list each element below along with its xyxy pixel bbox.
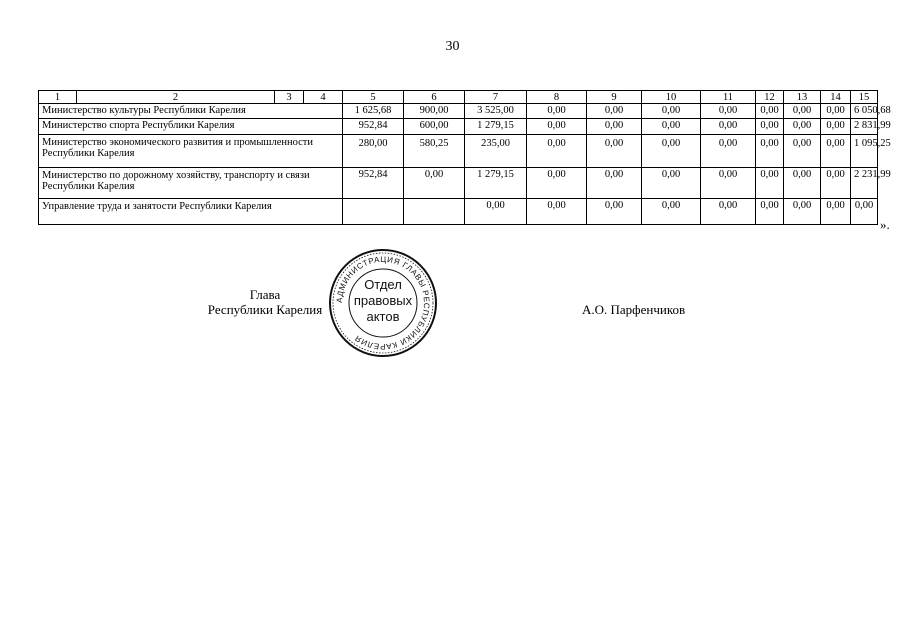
value-cell: 0,00: [587, 119, 642, 135]
seal-ring-text: АДМИНИСТРАЦИЯ ГЛАВЫ РЕСПУБЛИКИ КАРЕЛИЯ: [334, 254, 432, 352]
value-cell: 0,00: [756, 135, 784, 168]
value-cell: 0,00: [642, 135, 701, 168]
value-cell: 0,00: [527, 168, 587, 199]
value-cell: 0,00: [756, 104, 784, 119]
header-cell: 2: [77, 91, 275, 104]
value-cell: 1 279,15: [465, 168, 527, 199]
header-cell: 13: [784, 91, 821, 104]
value-cell: 0,00: [756, 119, 784, 135]
value-cell: 0,00: [821, 135, 851, 168]
value-cell: 600,00: [404, 119, 465, 135]
value-cell: 0,00: [784, 104, 821, 119]
value-cell: 3 525,00: [465, 104, 527, 119]
value-cell: 1 095,25: [851, 135, 878, 168]
header-cell: 11: [701, 91, 756, 104]
value-cell: 0,00: [701, 119, 756, 135]
signature-title-line1: Глава: [249, 287, 281, 302]
header-cell: 8: [527, 91, 587, 104]
value-cell: 0,00: [642, 199, 701, 225]
value-cell: 0,00: [784, 135, 821, 168]
ministry-name-cell: Управление труда и занятости Республики Карелия: [39, 199, 343, 225]
seal-line2: правовых: [353, 293, 413, 308]
header-cell: 6: [404, 91, 465, 104]
value-cell: [404, 199, 465, 225]
value-cell: 0,00: [527, 104, 587, 119]
seal-line3: актов: [366, 309, 400, 324]
header-cell: 1: [39, 91, 77, 104]
value-cell: 0,00: [587, 168, 642, 199]
table-row: [39, 135, 878, 168]
value-cell: 0,00: [642, 168, 701, 199]
table-row: [39, 168, 878, 199]
header-cell: 4: [304, 91, 343, 104]
ministry-name-cell: Министерство спорта Республики Карелия: [39, 119, 343, 135]
value-cell: 952,84: [343, 119, 404, 135]
value-cell: 0,00: [701, 135, 756, 168]
value-cell: 0,00: [642, 119, 701, 135]
header-cell: 12: [756, 91, 784, 104]
ministry-name-cell: Министерство культуры Республики Карелия: [39, 104, 343, 119]
value-cell: 235,00: [465, 135, 527, 168]
table-row: [39, 104, 878, 119]
value-cell: 0,00: [587, 104, 642, 119]
value-cell: 2 831,99: [851, 119, 878, 135]
header-cell: 10: [642, 91, 701, 104]
value-cell: 0,00: [527, 135, 587, 168]
table-row: [39, 119, 878, 135]
value-cell: 580,25: [404, 135, 465, 168]
value-cell: 0,00: [821, 168, 851, 199]
value-cell: [343, 199, 404, 225]
value-cell: 0,00: [756, 168, 784, 199]
table-row: [39, 199, 878, 225]
value-cell: 0,00: [587, 135, 642, 168]
page-number: 30: [445, 39, 460, 54]
signature-title: [190, 287, 340, 317]
value-cell: 0,00: [587, 199, 642, 225]
value-cell: 0,00: [701, 199, 756, 225]
header-cell: 9: [587, 91, 642, 104]
value-cell: 0,00: [701, 104, 756, 119]
value-cell: 0,00: [701, 168, 756, 199]
header-cell: 3: [275, 91, 304, 104]
header-cell: 7: [465, 91, 527, 104]
ministry-name-cell: Министерство экономического развития и промышленности Республики Карелия: [39, 135, 343, 168]
header-cell: 15: [851, 91, 878, 104]
value-cell: 0,00: [784, 199, 821, 225]
value-cell: 280,00: [343, 135, 404, 168]
value-cell: 0,00: [756, 199, 784, 225]
signature-title-line2: Республики Карелия: [207, 302, 323, 317]
seal-line1: Отдел: [364, 277, 402, 292]
budget-table: [38, 90, 891, 225]
value-cell: 0,00: [784, 168, 821, 199]
value-cell: 0,00: [784, 119, 821, 135]
value-cell: 6 050,68: [851, 104, 878, 119]
value-cell: 0,00: [821, 104, 851, 119]
ministry-name-cell: Министерство по дорожному хозяйству, транспорту и связи Республики Карелия: [39, 168, 343, 199]
table-header-row: [39, 91, 878, 104]
value-cell: 0,00: [821, 119, 851, 135]
signatory-name: А.О. Парфенчиков: [582, 302, 686, 317]
value-cell: 0,00: [642, 104, 701, 119]
header-cell: 14: [821, 91, 851, 104]
value-cell: 900,00: [404, 104, 465, 119]
value-cell: 1 625,68: [343, 104, 404, 119]
value-cell: 0,00: [465, 199, 527, 225]
value-cell: 1 279,15: [465, 119, 527, 135]
value-cell: 0,00: [527, 199, 587, 225]
value-cell: 0,00: [851, 199, 878, 225]
value-cell: 0,00: [821, 199, 851, 225]
value-cell: 0,00: [527, 119, 587, 135]
value-cell: 2 231,99: [851, 168, 878, 199]
value-cell: 0,00: [404, 168, 465, 199]
closing-quote: ».: [880, 217, 890, 232]
header-cell: 5: [343, 91, 404, 104]
value-cell: 952,84: [343, 168, 404, 199]
official-seal: [328, 248, 438, 358]
seal-center-text: [328, 277, 438, 325]
